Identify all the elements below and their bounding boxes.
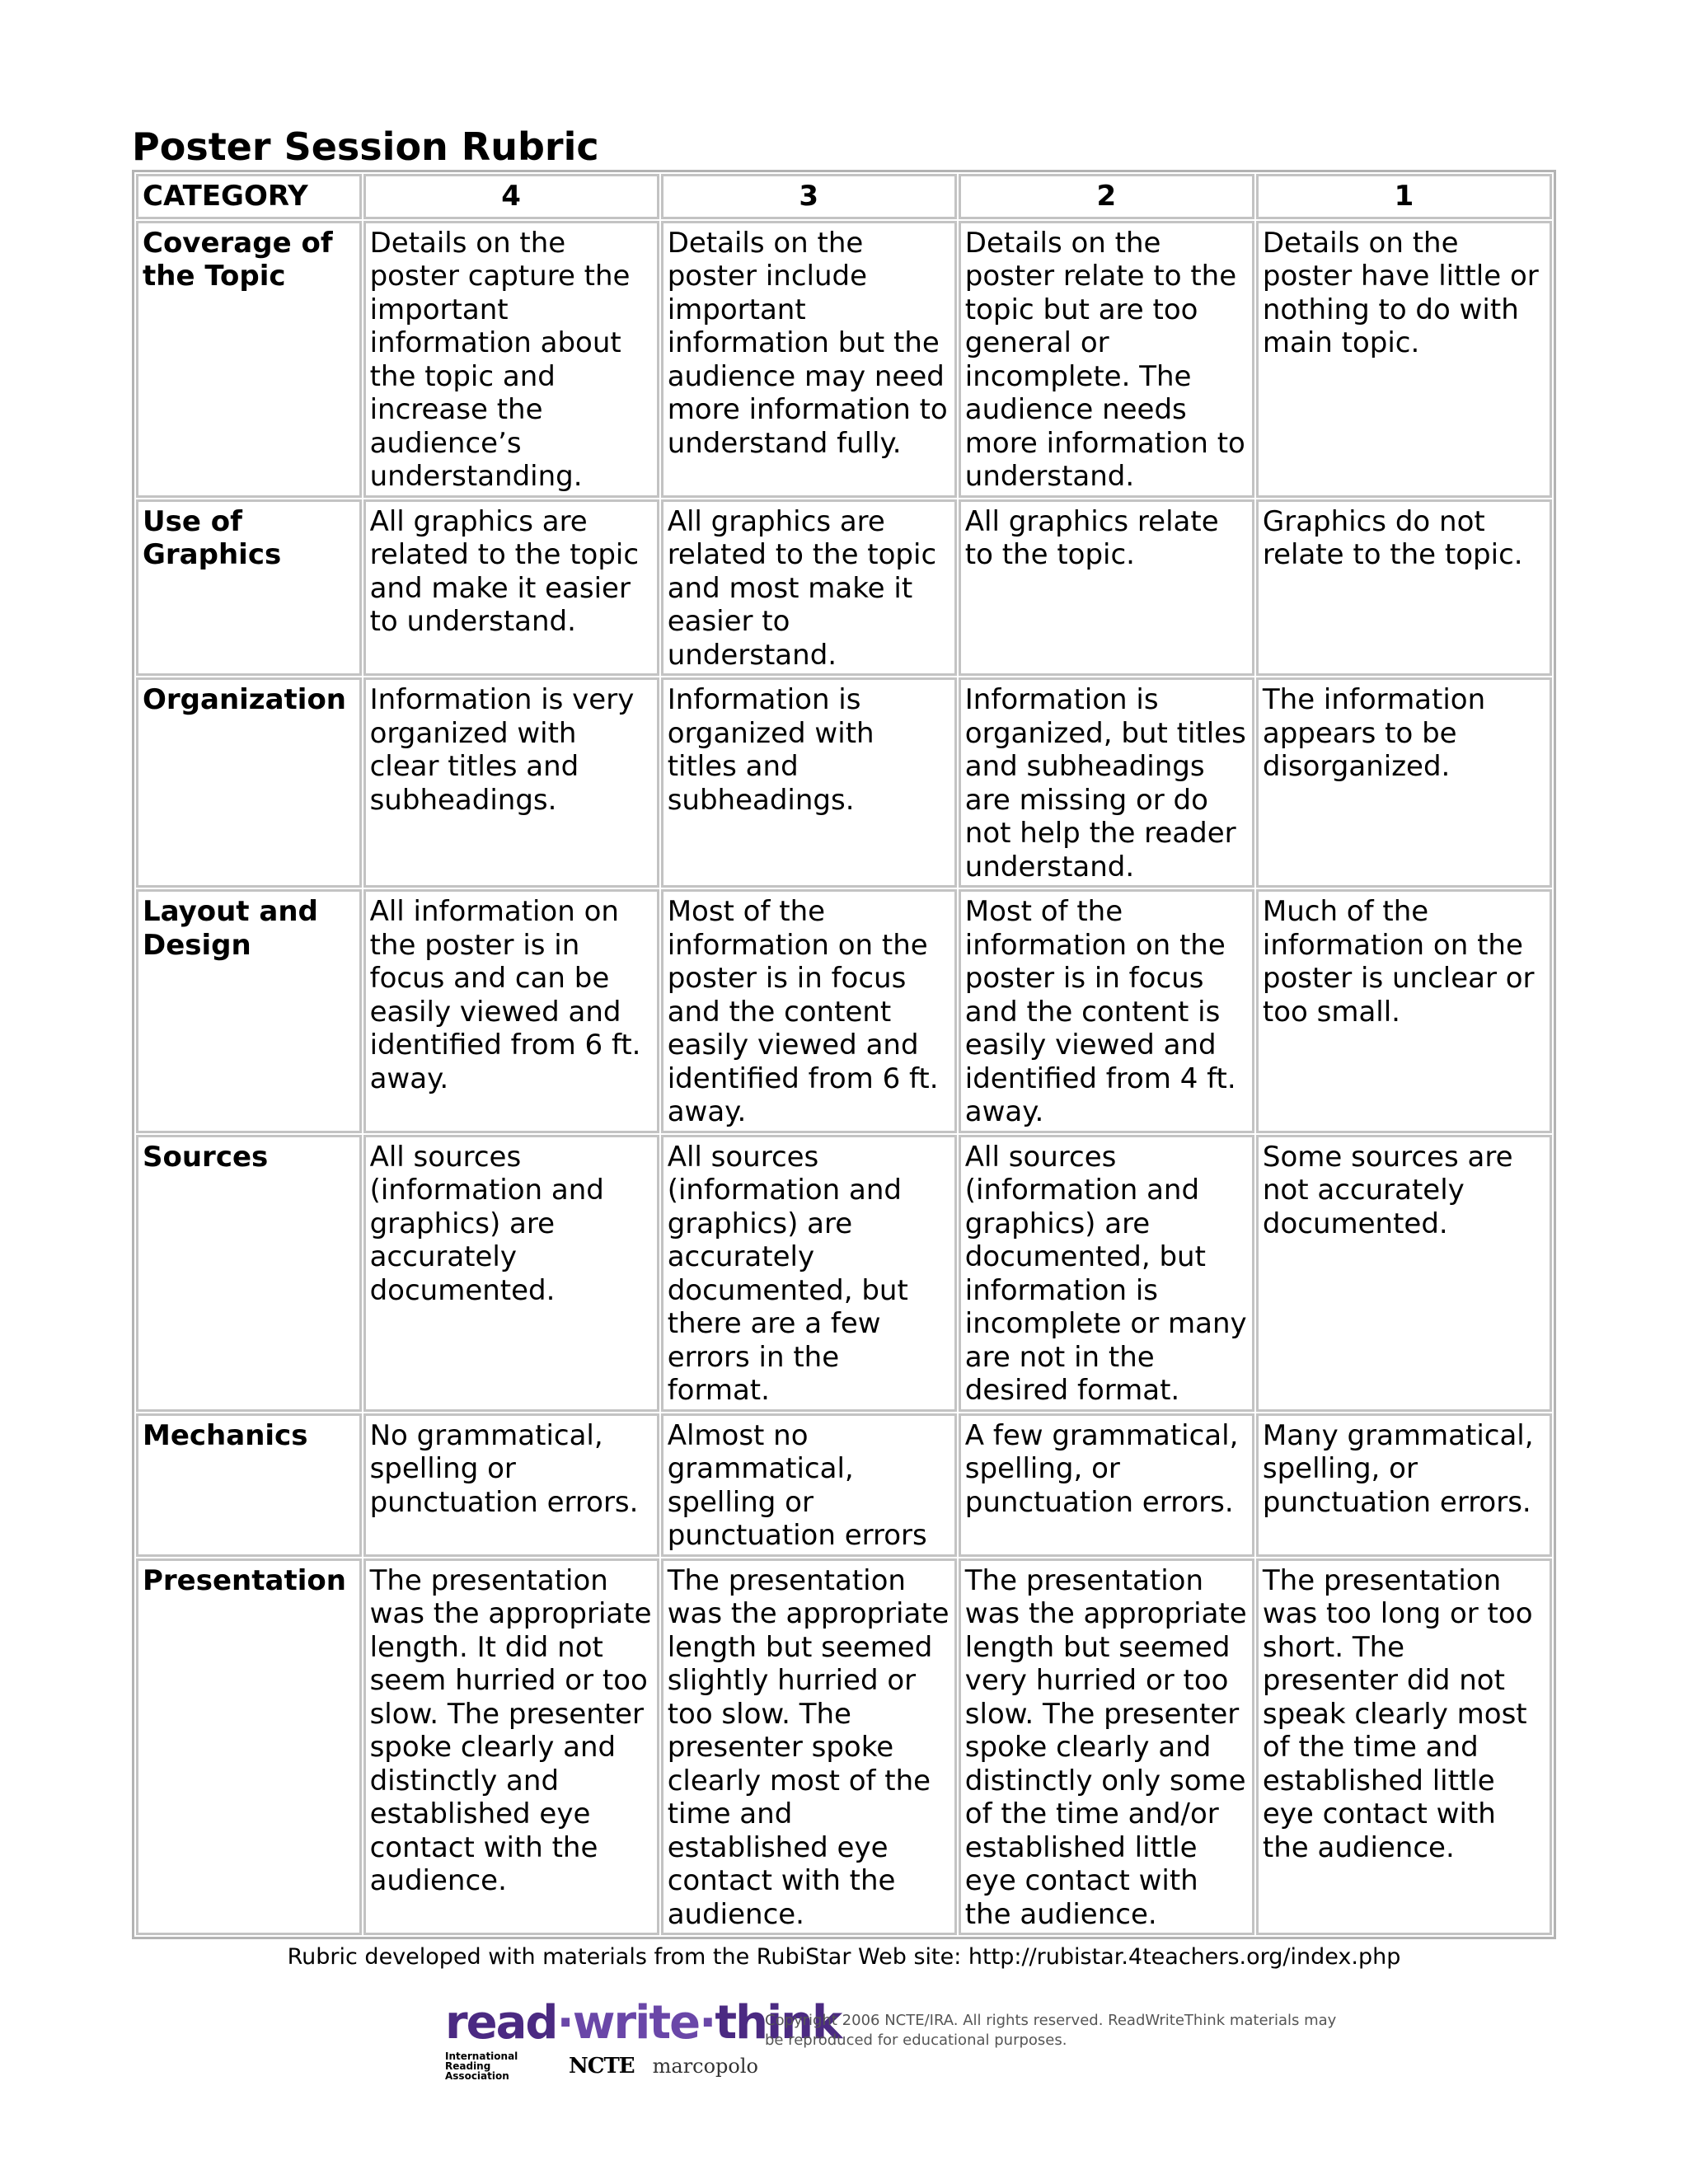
table-cell: All graphics are related to the topic and most make it easier to understand.	[661, 499, 957, 677]
table-cell: All graphics relate to the topic.	[959, 499, 1254, 677]
table-row	[136, 499, 1552, 677]
logo-word-think: think	[715, 1996, 842, 2050]
page-title: Poster Session Rubric	[132, 124, 599, 169]
table-cell: Many grammatical, spelling, or punctuation errors.	[1256, 1413, 1552, 1557]
table-row	[136, 1558, 1552, 1936]
footer-note: Rubric developed with materials from the RubiStar Web site: http://rubistar.4teachers.org/index.php	[287, 1944, 1401, 1970]
table-cell: A few grammatical, spelling, or punctuation errors.	[959, 1413, 1254, 1557]
table-cell: The presentation was the appropriate length but seemed slightly hurried or too slow. The presenter spoke clearly most of the time and established eye contact with the audience.	[661, 1558, 957, 1936]
table-cell: The presentation was too long or too short. The presenter did not speak clearly most of the time and established little eye contact with the audience.	[1256, 1558, 1552, 1936]
readwritethink-logo	[445, 1996, 842, 2082]
logo-wordmark	[445, 1996, 842, 2050]
table-cell: Details on the poster include important information but the audience may need more information to understand fully.	[661, 221, 957, 498]
header-row	[136, 174, 1552, 219]
table-row	[136, 889, 1552, 1133]
table-cell: Information is organized, but titles and subheadings are missing or do not help the reader understand.	[959, 677, 1254, 888]
table-row	[136, 1413, 1552, 1557]
partner-ncte: NCTE	[569, 2054, 635, 2079]
header-score-1: 1	[1256, 174, 1552, 219]
partner-marcopolo: marcopolo	[652, 2055, 758, 2078]
table-cell: Almost no grammatical, spelling or punctuation errors	[661, 1413, 957, 1557]
row-category: Coverage of the Topic	[136, 221, 362, 498]
table-cell: The presentation was the appropriate length. It did not seem hurried or too slow. The presenter spoke clearly and distinctly and established eye contact with the audience.	[363, 1558, 659, 1936]
table-row	[136, 1135, 1552, 1412]
table-row	[136, 677, 1552, 888]
table-cell: All sources (information and graphics) are documented, but information is incomplete or many are not in the desired format.	[959, 1135, 1254, 1412]
logo-word-write: write	[572, 1996, 700, 2050]
table-cell: Details on the poster have little or nothing to do with main topic.	[1256, 221, 1552, 498]
table-cell: No grammatical, spelling or punctuation errors.	[363, 1413, 659, 1557]
row-category: Sources	[136, 1135, 362, 1412]
row-category: Mechanics	[136, 1413, 362, 1557]
table-cell: Graphics do not relate to the topic.	[1256, 499, 1552, 677]
logo-word-read: read	[445, 1996, 557, 2050]
table-cell: Most of the information on the poster is in focus and the content easily viewed and identified from 6 ft. away.	[661, 889, 957, 1133]
partner-ira: International Reading Association	[445, 2050, 518, 2082]
table-cell: All information on the poster is in focus and can be easily viewed and identified from 6 ft. away.	[363, 889, 659, 1133]
header-score-2: 2	[959, 174, 1254, 219]
table-cell: Details on the poster capture the important information about the topic and increase the audience’s understanding.	[363, 221, 659, 498]
logo-dot-icon: ·	[699, 1996, 715, 2050]
table-cell: The presentation was the appropriate length but seemed very hurried or too slow. The presenter spoke clearly and distinctly only some of the time and/or established little eye contact with the audience.	[959, 1558, 1254, 1936]
header-score-3: 3	[661, 174, 957, 219]
header-category: CATEGORY	[136, 174, 362, 219]
row-category: Layout and Design	[136, 889, 362, 1133]
table-cell: Most of the information on the poster is in focus and the content is easily viewed and identified from 4 ft. away.	[959, 889, 1254, 1133]
table-cell: All sources (information and graphics) are accurately documented.	[363, 1135, 659, 1412]
table-cell: Information is very organized with clear titles and subheadings.	[363, 677, 659, 888]
table-cell: Much of the information on the poster is unclear or too small.	[1256, 889, 1552, 1133]
rubric-table	[132, 170, 1556, 1939]
table-cell: Information is organized with titles and subheadings.	[661, 677, 957, 888]
table-cell: Some sources are not accurately documented.	[1256, 1135, 1552, 1412]
table-cell: The information appears to be disorganized.	[1256, 677, 1552, 888]
copyright-notice: Copyright 2006 NCTE/IRA. All rights reserved. ReadWriteThink materials may be reproduced for educational purposes.	[765, 2012, 1337, 2049]
logo-partners	[445, 2051, 758, 2081]
table-cell: All sources (information and graphics) are accurately documented, but there are a few errors in the format.	[661, 1135, 957, 1412]
table-cell: Details on the poster relate to the topic but are too general or incomplete. The audience needs more information to understand.	[959, 221, 1254, 498]
header-score-4: 4	[363, 174, 659, 219]
row-category: Organization	[136, 677, 362, 888]
table-row	[136, 221, 1552, 498]
row-category: Presentation	[136, 1558, 362, 1936]
logo-dot-icon: ·	[556, 1996, 573, 2050]
table-cell: All graphics are related to the topic and make it easier to understand.	[363, 499, 659, 677]
row-category: Use of Graphics	[136, 499, 362, 677]
